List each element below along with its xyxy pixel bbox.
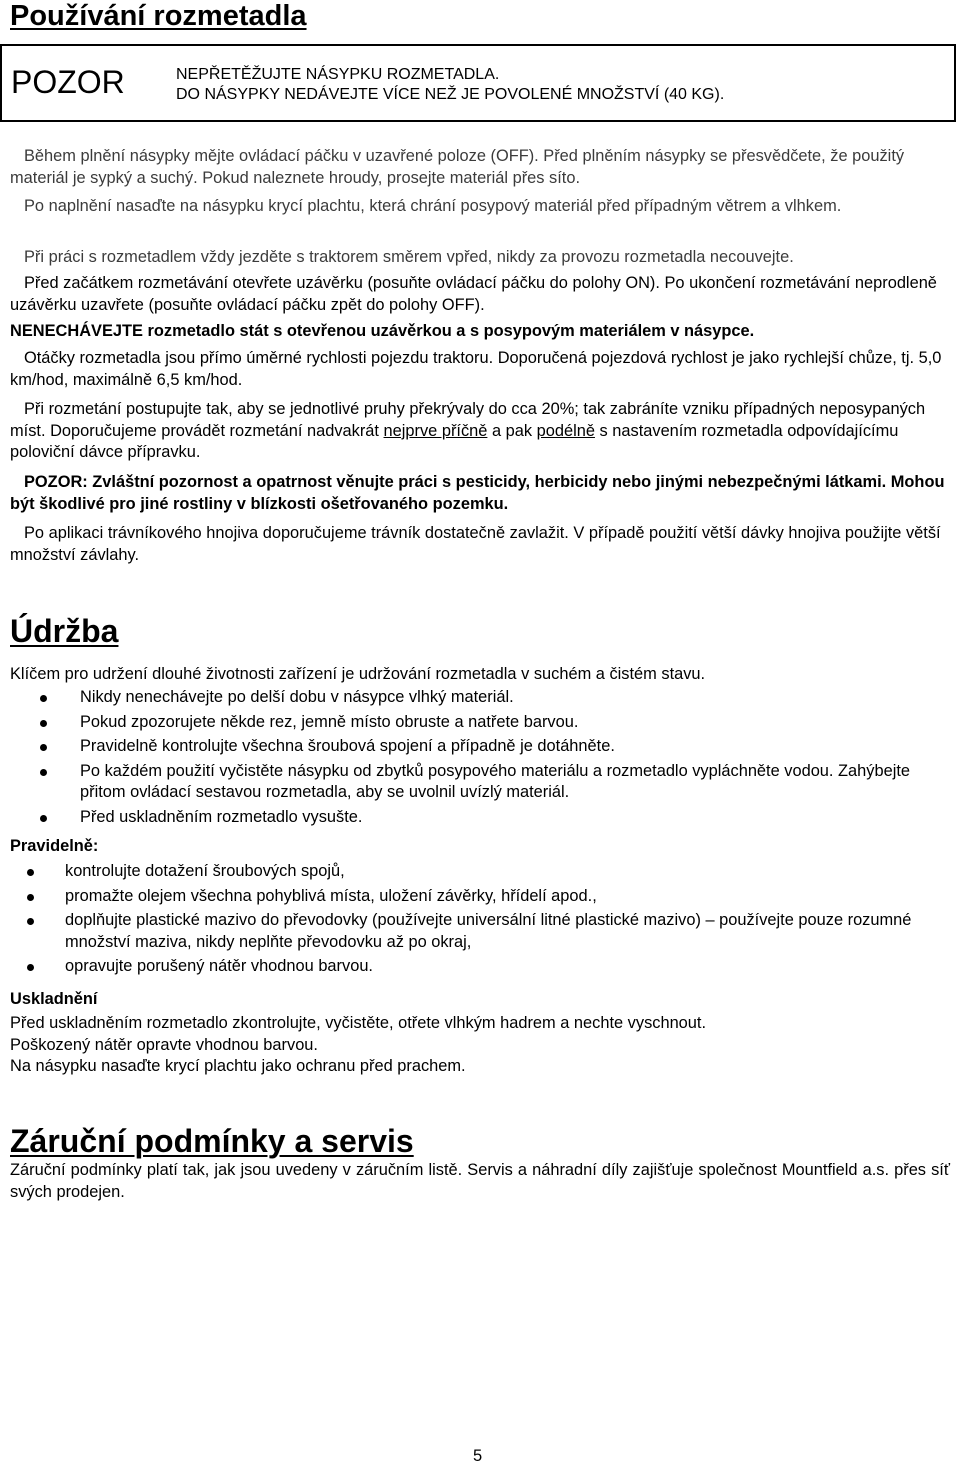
usage-paragraph-filling: Během plnění násypky mějte ovládací páčku v uzavřené poloze (OFF). Před plněním násypky se přesvědčete, že použitý materiál je sypký a suchý. Pokud naleznete hroudy, prosejte materiál přes síto.: [10, 147, 905, 187]
list-item: [0, 956, 950, 978]
list-item-text: Po každém použití vyčistěte násypku od zbytků posypového materiálu a rozmetadlo vypláchněte vodou. Zahýbejte přitom ovládací sestavou rozmetadla, aby se uvolnil uvízlý materiál.: [80, 761, 911, 801]
warning-line-1: NEPŘETĚŽUJTE NÁSYPKU ROZMETADLA.: [176, 66, 500, 83]
bullet-icon: [40, 815, 47, 822]
list-item-text: kontrolujte dotažení šroubových spojů,: [65, 862, 345, 880]
regular-list: [0, 861, 950, 981]
maintenance-intro: Klíčem pro udržení dlouhé životnosti zařízení je udržování rozmetadla v suchém a čistém stavu.: [10, 665, 706, 683]
usage-paragraph-forward: Při práci s rozmetadlem vždy jezděte s traktorem směrem vpřed, nikdy za provozu rozmetadla necouvejte.: [24, 248, 794, 266]
list-item-text: Před uskladněním rozmetadlo vysušte.: [80, 807, 363, 826]
regular-heading: Pravidelně:: [10, 837, 99, 855]
usage-paragraph-speed: Otáčky rozmetadla jsou přímo úměrné rychlosti pojezdu traktoru. Doporučená pojezdová rychlost je jako rychlejší chůze, tj. 5,0 km/hod, maximálně 6,5 km/hod.: [10, 349, 942, 389]
list-item: [0, 687, 950, 709]
spreading-crosswise: nejprve příčně: [383, 421, 488, 440]
warning-label: POZOR: [11, 64, 125, 100]
usage-paragraph-cover: Po naplnění nasaďte na násypku krycí plachtu, která chrání posypový materiál před případným větrem a vlhkem.: [24, 197, 842, 215]
list-item-text: Nikdy nenechávejte po delší dobu v násypce vlhký materiál.: [80, 688, 514, 706]
bullet-icon: [27, 894, 34, 901]
storage-heading: Uskladnění: [10, 990, 98, 1008]
heading-usage: Používání rozmetadla: [10, 0, 307, 32]
bullet-icon: [27, 964, 34, 971]
warning-line-2: DO NÁSYPKY NEDÁVEJTE VÍCE NEŽ JE POVOLENÉ MNOŽSTVÍ (40 KG).: [176, 86, 725, 103]
spreading-lengthwise: podélně: [536, 421, 595, 440]
warning-box: [0, 44, 956, 122]
spreading-text-a: Při rozmetání postupujte tak, aby se jednotlivé pruhy překrývaly do cca 20%; tak zabráníte vzniku případných neposypaných míst. Doporučujeme provádět rozmetání nadvakrát: [10, 400, 926, 440]
storage-line-1: Před uskladněním rozmetadlo zkontrolujte, vyčistěte, otřete vlhkým hadrem a nechte vyschnout.: [10, 1014, 707, 1032]
list-item-text: promažte olejem všechna pohyblivá místa, uložení závěrky, hřídelí apod.,: [65, 886, 597, 905]
usage-paragraph-shutter: Před začátkem rozmetávání otevřete uzávěrku (posuňte ovládací páčku do polohy ON). Po ukončení rozmetávání neprodleně uzávěrku uzavřete (posuňte ovládací páčku zpět do polohy OFF).: [10, 274, 937, 314]
bullet-icon: [40, 720, 47, 727]
heading-maintenance: Údržba: [10, 613, 119, 649]
list-item: [0, 761, 950, 804]
usage-paragraph-warning-bold: NENECHÁVEJTE rozmetadlo stát s otevřenou uzávěrkou a s posypovým materiálem v násypce.: [10, 322, 755, 340]
storage-line-2: Poškozený nátěr opravte vhodnou barvou.: [10, 1036, 318, 1054]
maintenance-list: [0, 687, 950, 831]
usage-paragraph-pesticides: POZOR: Zvláštní pozornost a opatrnost věnujte práci s pesticidy, herbicidy nebo jinými nebezpečnými látkami. Mohou být škodlivé pro jiné rostliny v blízkosti ošetřovaného pozemku.: [10, 473, 945, 513]
list-item: [0, 886, 950, 908]
list-item-text: opravujte porušený nátěr vhodnou barvou.: [65, 957, 373, 975]
usage-paragraph-spreading: [10, 399, 950, 464]
bullet-icon: [40, 769, 47, 776]
list-item: [0, 807, 950, 829]
list-item-text: Pravidelně kontrolujte všechna šroubová spojení a případně je dotáhněte.: [80, 737, 615, 755]
storage-line-3: Na násypku nasaďte krycí plachtu jako ochranu před prachem.: [10, 1057, 466, 1075]
list-item: [0, 910, 950, 953]
bullet-icon: [27, 918, 34, 925]
bullet-icon: [40, 744, 47, 751]
page-number: 5: [473, 1447, 483, 1465]
list-item: [0, 861, 950, 883]
spreading-text-c: s nastavením rozmetadla odpovídajícímu poloviční dávce přípravku.: [10, 421, 899, 461]
spreading-text-b: a pak: [487, 421, 537, 440]
bullet-icon: [27, 869, 34, 876]
list-item: [0, 736, 950, 758]
usage-paragraph-irrigation: Po aplikaci trávníkového hnojiva doporučujeme trávník dostatečně zavlažit. V případě použití větší dávky hnojiva použijte větší množství závlahy.: [10, 524, 941, 564]
warranty-text: Záruční podmínky platí tak, jak jsou uvedeny v záručním listě. Servis a náhradní díly zajišťuje společnost Mountfield a.s. přes síť svých prodejen.: [10, 1161, 950, 1201]
list-item-text: doplňujte plastické mazivo do převodovky (používejte universální litné plastické mazivo) – používejte pouze rozumné množství maziva, nikdy neplňte převodovku až po okraj,: [65, 911, 912, 951]
list-item-text: Pokud zpozorujete někde rez, jemně místo obruste a natřete barvou.: [80, 712, 579, 731]
list-item: [0, 712, 950, 734]
bullet-icon: [40, 695, 47, 702]
heading-warranty: Záruční podmínky a servis: [10, 1123, 414, 1159]
